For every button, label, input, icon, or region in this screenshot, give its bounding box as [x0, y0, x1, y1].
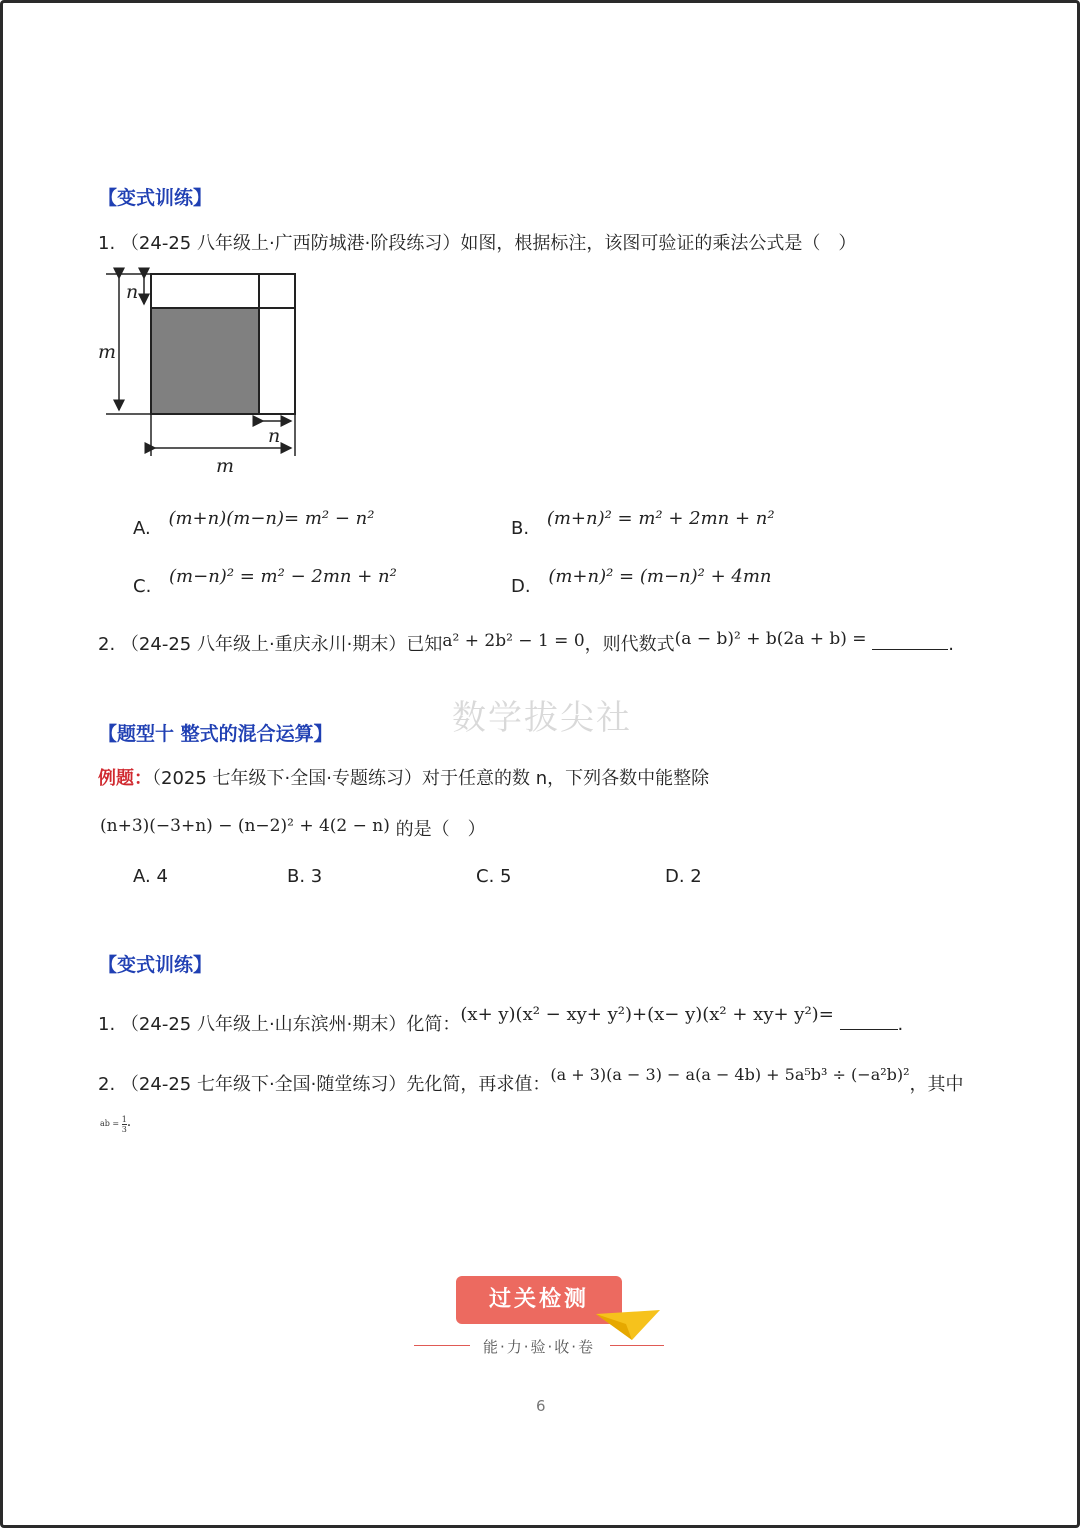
watermark: 数学拔尖社: [452, 698, 632, 738]
fraction-one-third: $\frac{1}{3}$: [121, 1114, 127, 1134]
option-c[interactable]: [133, 566, 397, 597]
practice-2: [98, 1065, 964, 1096]
example-option-c[interactable]: C. 5: [476, 866, 512, 887]
option-d[interactable]: [511, 566, 772, 597]
question-1-num: 1.: [98, 233, 116, 254]
question-2: 2. （24-25 八年级上·重庆永川·期末）已知a² + 2b² − 1 = 0，则代数式(a − b)² + b(2a + b) = .: [98, 629, 955, 655]
example-question: [98, 764, 709, 790]
option-b[interactable]: [511, 508, 775, 539]
question-2-pre: （24-25 八年级上·重庆永川·期末）已知: [120, 634, 443, 655]
page-number: 6: [536, 1397, 546, 1415]
option-b-expr: (m+n)² = m² + 2mn + n²: [546, 508, 775, 529]
practice-1: 1. （24-25 八年级上·山东滨州·期末）化简：(x+ y)(x² − xy+ y²)+(x− y)(x² + xy+ y²)= .: [98, 1004, 904, 1035]
section-title-variant-1: 【变式训练】: [98, 187, 213, 209]
question-2-num: 2.: [98, 634, 116, 655]
example-expression-line: [100, 815, 486, 841]
shaded-square: [151, 308, 259, 414]
option-d-expr: (m+n)² = (m−n)² + 4mn: [548, 566, 772, 587]
example-tail: 的是（ ）: [395, 819, 486, 840]
option-c-label: C.: [133, 576, 152, 597]
label-m-left: m: [98, 341, 117, 363]
option-a[interactable]: [133, 508, 375, 539]
practice-2-text: （24-25 七年级下·全国·随堂练习）先化简，再求值：: [120, 1074, 551, 1095]
checkpoint-subtitle: 能·力·验·收·卷: [482, 1338, 596, 1356]
example-option-d[interactable]: D. 2: [665, 866, 702, 887]
option-b-label: B.: [511, 518, 530, 539]
question-1: [98, 229, 856, 255]
option-c-expr: (m−n)² = m² − 2mn + n²: [169, 566, 397, 587]
label-n-top: n: [126, 281, 139, 303]
example-text: （2025 七年级下·全国·专题练习）对于任意的数 n，下列各数中能整除: [152, 768, 710, 789]
square-figure: [96, 266, 306, 482]
example-label: 例题：: [98, 768, 152, 789]
practice-2-num: 2.: [98, 1074, 116, 1095]
practice-2-tail: ，其中: [909, 1074, 964, 1095]
section-title-type-10: 【题型十 整式的混合运算】: [98, 723, 333, 745]
section-title-variant-2: 【变式训练】: [98, 954, 213, 976]
question-2-mid: ，则代数式: [584, 634, 675, 655]
practice-1-text: （24-25 八年级上·山东滨州·期末）化简：: [120, 1014, 461, 1035]
example-expr: (n+3)(−3+n) − (n−2)² + 4(2 − n): [100, 816, 390, 836]
practice-2-condition: ab = $\frac{1}{3}$ .: [100, 1114, 132, 1134]
option-a-label: A.: [133, 518, 151, 539]
question-2-expr: (a − b)² + b(2a + b) =: [674, 629, 867, 649]
practice-1-num: 1.: [98, 1014, 116, 1035]
option-d-label: D.: [511, 576, 531, 597]
example-option-b[interactable]: B. 3: [287, 866, 323, 887]
practice-2-expr: (a + 3)(a − 3) − a(a − 4b) + 5a⁵b³ ÷ (−a²b)²: [550, 1065, 910, 1084]
label-n-bottom: n: [268, 425, 281, 447]
answer-blank-p1[interactable]: [840, 1011, 898, 1030]
option-a-expr: (m+n)(m−n)= m² − n²: [168, 508, 375, 529]
question-2-cond: a² + 2b² − 1 = 0: [442, 631, 585, 651]
example-option-a[interactable]: A. 4: [133, 866, 168, 887]
label-m-bottom: m: [216, 455, 235, 477]
question-1-text: （24-25 八年级上·广西防城港·阶段练习）如图，根据标注，该图可验证的乘法公式是（ ）: [120, 233, 857, 254]
answer-blank-q2[interactable]: [872, 631, 948, 650]
checkpoint-banner: 过关检测: [456, 1276, 622, 1324]
practice-1-expr: (x+ y)(x² − xy+ y²)+(x− y)(x² + xy+ y²)=: [460, 1004, 834, 1025]
